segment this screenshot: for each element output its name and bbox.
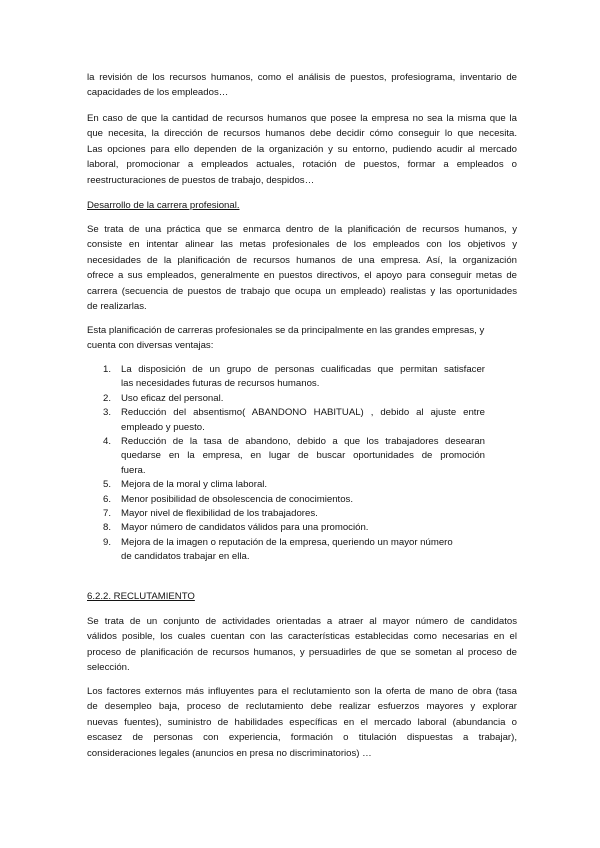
text-line: Mayor número de candidatos válidos para una promoción.	[121, 522, 369, 534]
advantages-list	[103, 363, 485, 565]
text-line: cuenta con diversas ventajas:	[87, 340, 214, 352]
text-line: consiste en intentar alinear las metas profesionales de los empleados con los objetivos y	[87, 239, 517, 251]
text-line: Mejora de la moral y clima laboral.	[121, 479, 268, 491]
list-item	[103, 507, 485, 521]
list-item	[103, 521, 485, 535]
text-line: que necesita, la dirección de recursos humanos debe decidir cómo conseguir lo que necesita.	[87, 128, 517, 140]
text-line: escasez de personas con experiencia, formación o titulación dispuestas a trabajar),	[87, 732, 517, 744]
text-line: necesidades de la planificación de recursos humanos de una empresa. Así, la organización	[87, 254, 517, 266]
list-number: 9.	[103, 536, 112, 548]
list-item	[103, 363, 485, 392]
text-line: Se trata de un conjunto de actividades orientadas a atraer al mayor número de candidatos	[87, 616, 517, 627]
text-line: fuera.	[121, 464, 146, 476]
list-item	[103, 406, 485, 435]
list-number: 7.	[103, 508, 112, 520]
list-number: 8.	[103, 522, 112, 534]
list-number: 3.	[103, 407, 112, 419]
list-item	[103, 435, 485, 478]
paragraph-external-factors	[87, 684, 517, 761]
list-number: 2.	[103, 392, 112, 404]
list-number: 4.	[103, 436, 112, 448]
text-line: quedarse en la empresa, en lugar de buscar oportunidades de promoción	[121, 450, 485, 462]
text-line: Reducción de la tasa de abandono, debido a que los trabajadores desearan	[121, 436, 485, 448]
text-line: válidos posible, los cuales cuentan con las características establecidas como necesarias en el	[87, 631, 517, 643]
text-line: la revisión de los recursos humanos, como el análisis de puestos, profesiograma, inventario de	[87, 72, 517, 83]
text-line: de desempleo baja, proceso de reclutamiento debe realizar esfuerzos mayores y explorar	[87, 701, 517, 713]
list-item	[103, 536, 485, 565]
text-line: En caso de que la cantidad de recursos humanos que posee la empresa no sea la misma que la	[87, 113, 517, 124]
text-line: selección.	[87, 662, 130, 674]
text-line: Esta planificación de carreras profesionales se da principalmente en las grandes empresas, y	[87, 325, 485, 336]
list-item	[103, 392, 485, 406]
list-number: 5.	[103, 479, 112, 491]
text-line: Los factores externos más influyentes para el reclutamiento son la oferta de mano de obra (tasa	[87, 686, 517, 697]
text-line: nuevas fuentes), suministro de habilidades específicas en el mercado laboral (abundancia o	[87, 716, 517, 728]
text-line: Reducción del absentismo( ABANDONO HABITUAL) , debido al ajuste entre	[121, 407, 485, 419]
paragraph-career-advantages-intro	[87, 323, 517, 354]
text-line: Uso eficaz del personal.	[121, 392, 224, 404]
text-line: Las opciones para ello dependen de la organización y su entorno, pudiendo acudir al mercado	[87, 143, 517, 155]
text-line: La disposición de un grupo de personas cualificadas que permitan satisfacer	[121, 364, 485, 375]
paragraph-resource-gap	[87, 111, 517, 188]
text-line: de candidatos trabajar en ella.	[121, 551, 250, 563]
text-line: Mejora de la imagen o reputación de la empresa, queriendo un mayor número	[121, 536, 453, 548]
list-item	[103, 478, 485, 492]
list-item	[103, 493, 485, 507]
text-line: consideraciones legales (anuncios en presa no discriminatorios) …	[87, 747, 372, 759]
text-line: Menor posibilidad de obsolescencia de conocimientos.	[121, 493, 353, 505]
text-line: las necesidades futuras de recursos humanos.	[121, 378, 320, 390]
heading-text: 6.2.2. RECLUTAMIENTO	[87, 591, 195, 602]
text-line: de realizarlas.	[87, 301, 147, 313]
text-line: Mayor nivel de flexibilidad de los trabajadores.	[121, 508, 318, 520]
text-line: capacidades de los empleados…	[87, 87, 229, 99]
section-heading-recruitment	[87, 589, 517, 604]
text-line: proceso de planificación de recursos humanos, y persuadirles de que se sometan al proceso de	[87, 646, 517, 658]
text-line: empleado y puesto.	[121, 421, 205, 433]
section-heading-career-development	[87, 198, 517, 213]
text-line: carrera (secuencia de puestos de trabajo que ocupa un empleado) realistas y las oportunidades	[87, 285, 517, 297]
paragraph-recruitment-definition	[87, 614, 517, 676]
text-line: Se trata de una práctica que se enmarca dentro de la planificación de recursos humanos, y	[87, 224, 517, 235]
text-line: laboral, promocionar a empleados actuales, rotación de puestos, formar a empleados o	[87, 159, 517, 171]
paragraph-resource-review	[87, 70, 517, 101]
heading-text: Desarrollo de la carrera profesional.	[87, 200, 240, 211]
list-number: 1.	[103, 364, 112, 375]
paragraph-career-definition	[87, 222, 517, 314]
text-line: ofrece a sus empleados, generalmente en puestos directivos, el apoyo para conseguir metas de	[87, 270, 517, 282]
text-line: reestructuraciones de puestos de trabajo, despidos…	[87, 174, 315, 186]
list-number: 6.	[103, 493, 112, 505]
